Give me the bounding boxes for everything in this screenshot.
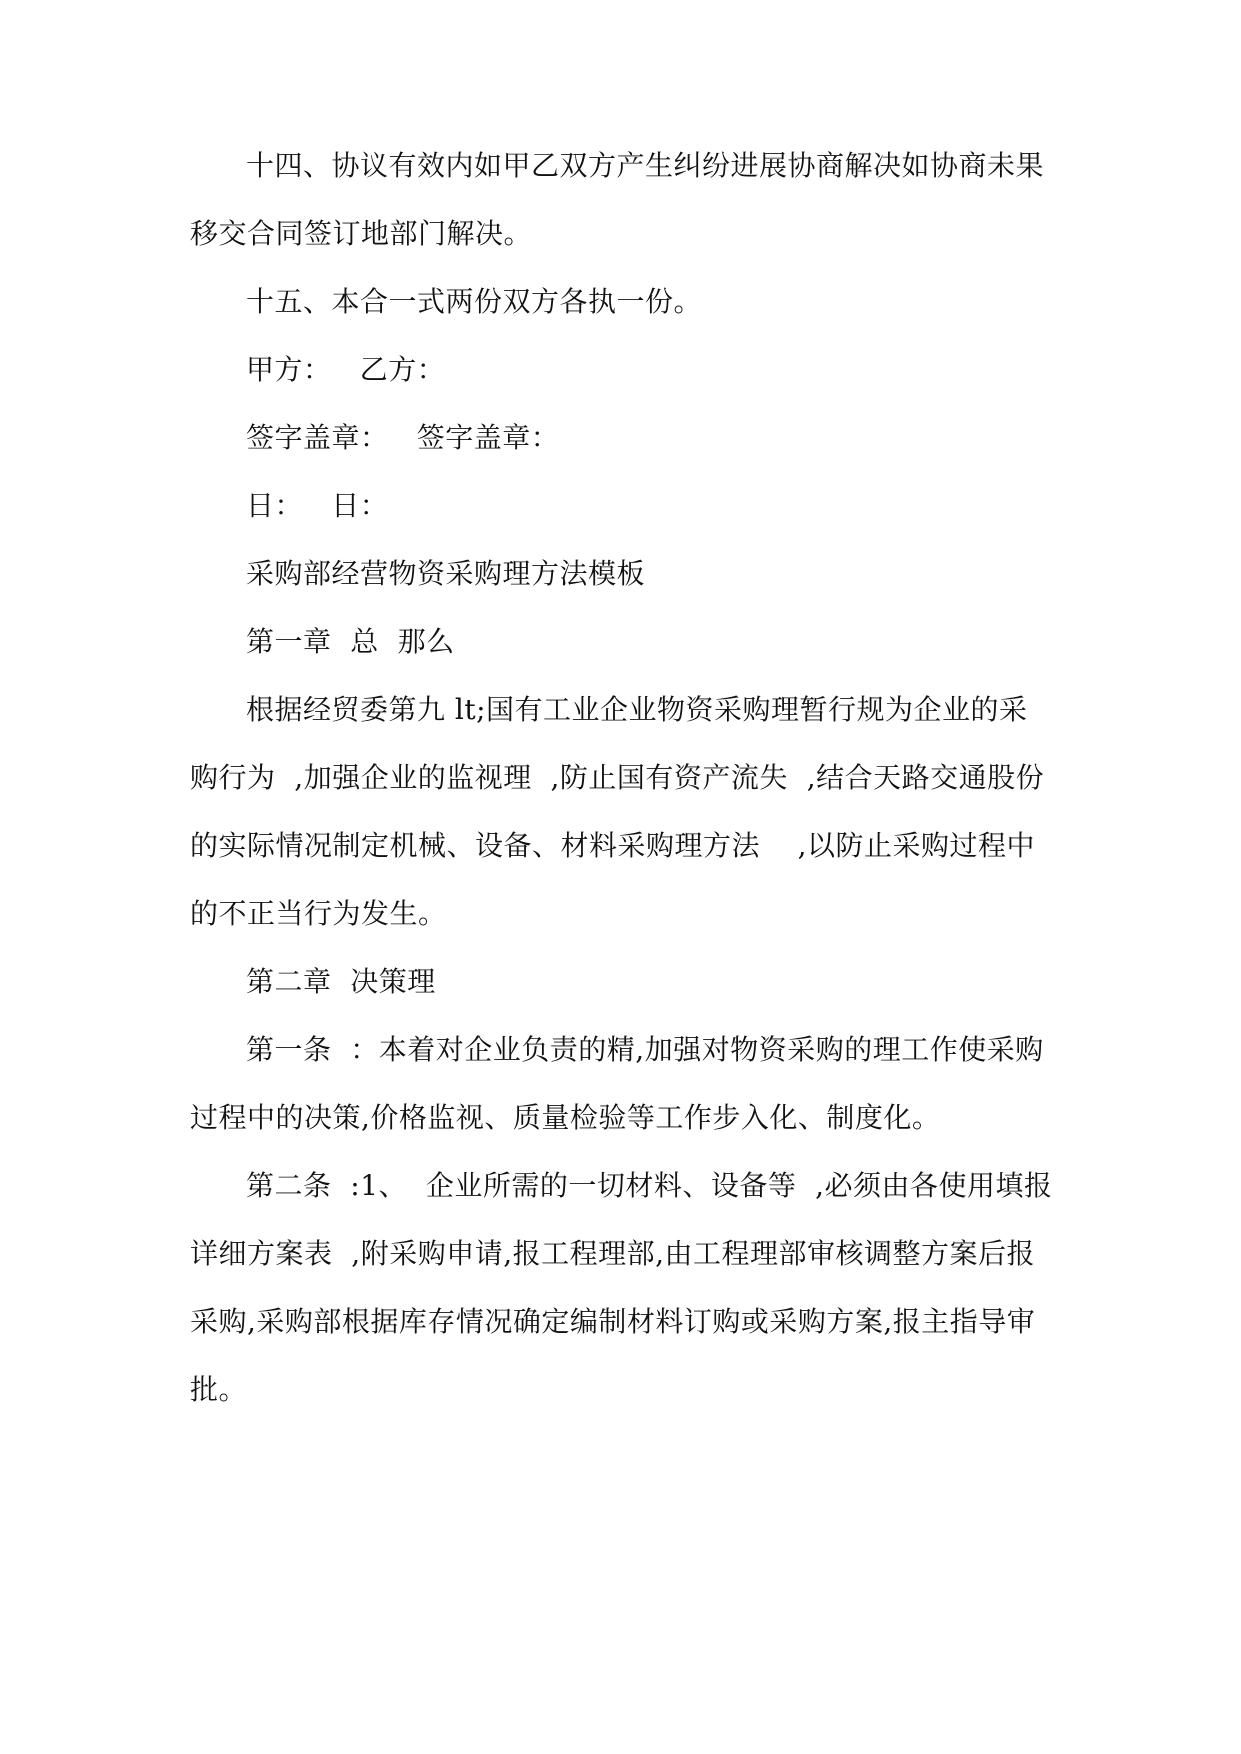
paragraph-line: 过程中的决策,价格监视、质量检验等工作步入化、制度化。 (190, 1101, 941, 1134)
paragraph-line: 的实际情况制定机械、设备、材料采购理方法 ,以防止采购过程中 (190, 829, 1036, 862)
document-title: 采购部经营物资采购理方法模板 (246, 557, 646, 590)
signature-date-line: 日： 日： (246, 489, 389, 522)
paragraph-line: 第一条 ：本着对企业负责的精,加强对物资采购的理工作使采购 (246, 1033, 1044, 1066)
paragraph-line: 根据经贸委第九 lt;国有工业企业物资采购理暂行规为企业的采 (246, 693, 1028, 726)
paragraph-line: 购行为 ,加强企业的监视理 ,防止国有资产流失 ,结合天路交通股份 (190, 761, 1045, 794)
paragraph-line: 移交合同签订地部门解决。 (190, 217, 533, 250)
signature-seal-line: 签字盖章： 签字盖章： (246, 421, 560, 454)
signature-party-line: 甲方： 乙方： (246, 353, 446, 386)
paragraph-line: 十四、协议有效内如甲乙双方产生纠纷进展协商解决如协商未果 (246, 149, 1045, 182)
paragraph-line: 第二条 :1、 企业所需的一切材料、设备等 ,必须由各使用填报 (246, 1169, 1053, 1202)
paragraph-line: 批。 (190, 1373, 248, 1406)
paragraph-line: 详细方案表 ,附采购申请,报工程理部,由工程理部审核调整方案后报 (190, 1237, 1036, 1270)
chapter-heading: 第一章 总 那么 (246, 625, 455, 658)
chapter-heading: 第二章 决策理 (246, 965, 436, 998)
paragraph-line: 采购,采购部根据库存情况确定编制材料订购或采购方案,报主指导审 (190, 1305, 1036, 1338)
paragraph-line: 的不正当行为发生。 (190, 897, 447, 930)
paragraph-line: 十五、本合一式两份双方各执一份。 (246, 285, 703, 318)
